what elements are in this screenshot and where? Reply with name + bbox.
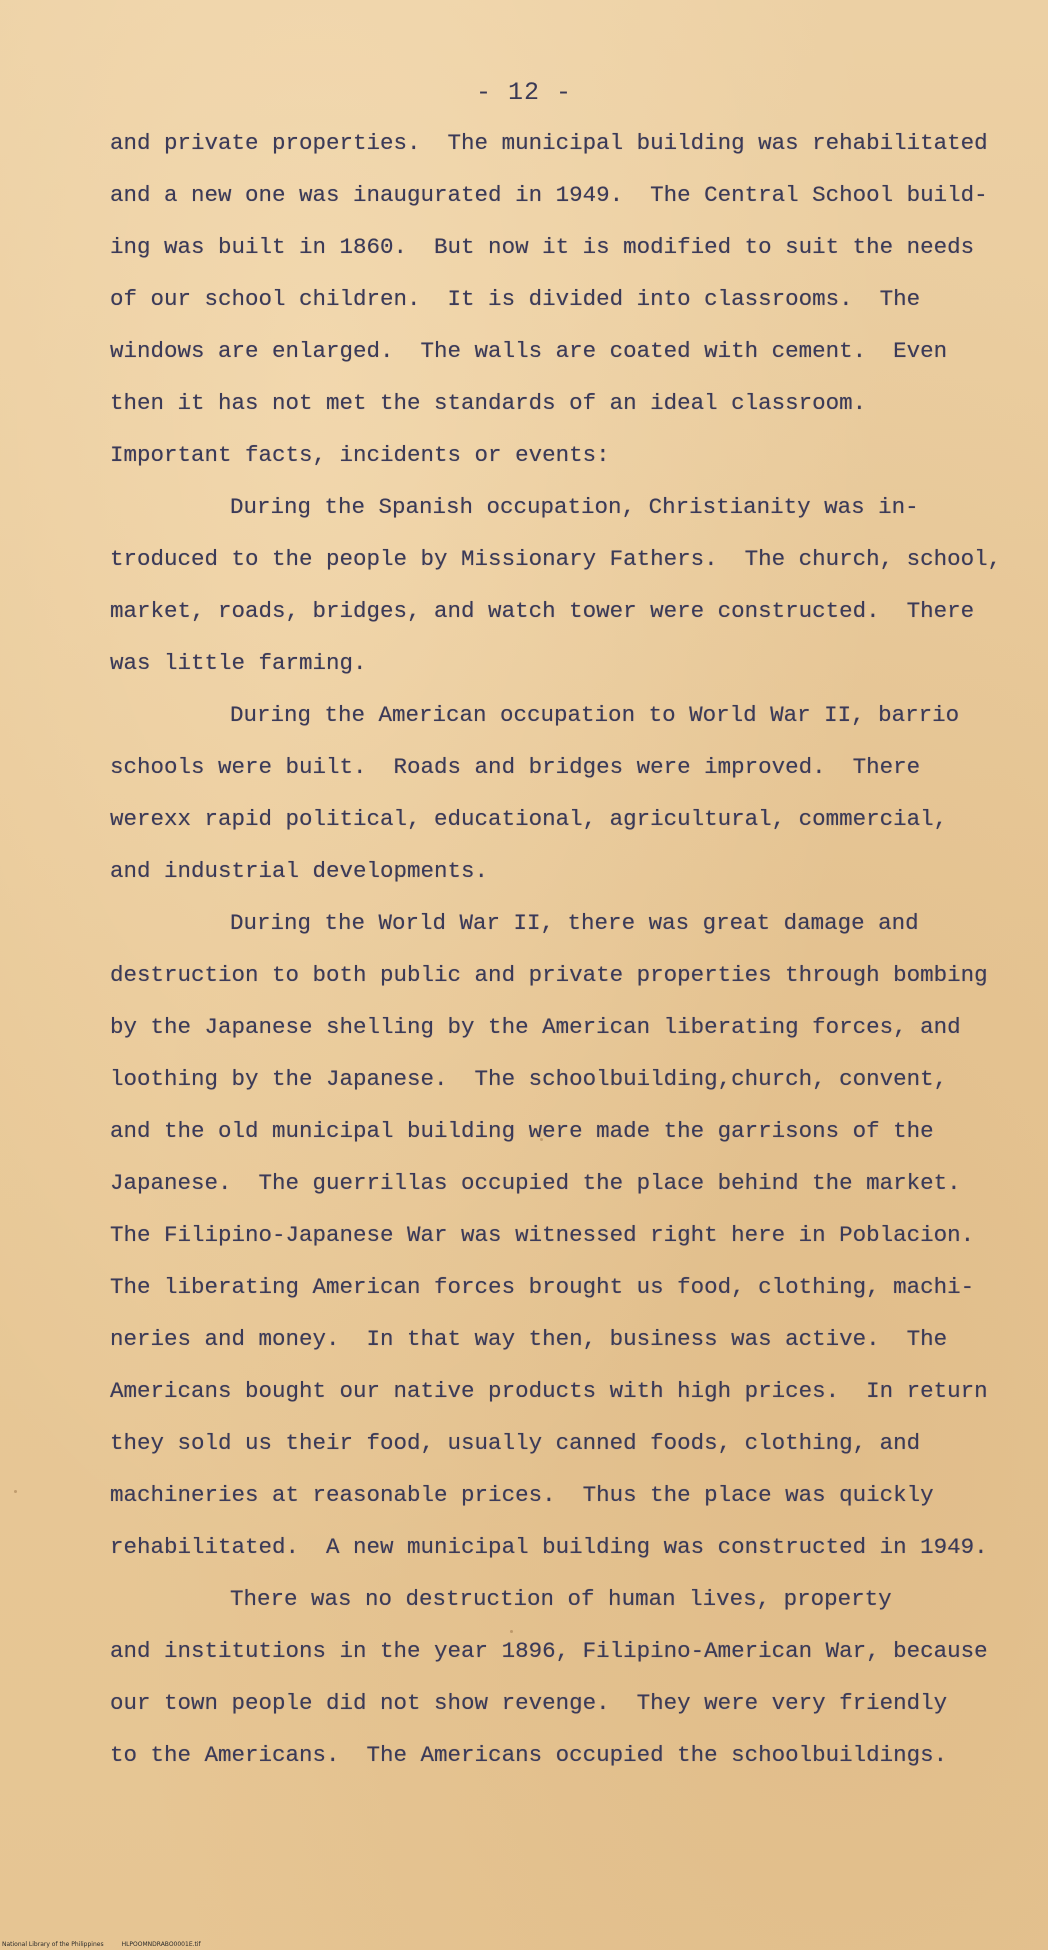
text-line: ing was built in 1860. But now it is modified to suit the needs: [110, 234, 975, 260]
text-line: and institutions in the year 1896, Filipino-American War, because: [110, 1638, 988, 1664]
text-line: rehabilitated. A new municipal building was constructed in 1949.: [110, 1534, 988, 1560]
text-line: to the Americans. The Americans occupied the schoolbuildings.: [110, 1742, 948, 1768]
text-line: Important facts, incidents or events:: [110, 442, 610, 468]
text-line: werexx rapid political, educational, agricultural, commercial,: [110, 806, 948, 832]
text-line: was little farming.: [110, 650, 367, 676]
text-line: they sold us their food, usually canned foods, clothing, and: [110, 1430, 921, 1456]
text-line: market, roads, bridges, and watch tower were constructed. There: [110, 598, 975, 624]
paper-stain: [14, 1490, 17, 1493]
text-line: troduced to the people by Missionary Fathers. The church, school,: [110, 546, 1002, 572]
text-line: machineries at reasonable prices. Thus the place was quickly: [110, 1482, 934, 1508]
text-line: and a new one was inaugurated in 1949. The Central School build-: [110, 182, 988, 208]
text-line: then it has not met the standards of an ideal classroom.: [110, 390, 867, 416]
footer-file-id: HLPOOMNDRABO0001E.tif: [121, 1941, 201, 1948]
paper-stain: [510, 1630, 513, 1633]
text-line: schools were built. Roads and bridges were improved. There: [110, 754, 921, 780]
text-line: Japanese. The guerrillas occupied the place behind the market.: [110, 1170, 961, 1196]
text-line: The liberating American forces brought us food, clothing, machi-: [110, 1274, 975, 1300]
text-line: by the Japanese shelling by the American liberating forces, and: [110, 1014, 961, 1040]
paper-stain: [540, 1138, 543, 1141]
page-number: - 12 -: [475, 78, 572, 107]
text-line: During the American occupation to World War II, barrio: [230, 702, 960, 728]
text-line: loothing by the Japanese. The schoolbuilding,church, convent,: [110, 1066, 948, 1092]
text-line: During the World War II, there was great damage and: [230, 910, 919, 936]
text-line: neries and money. In that way then, business was active. The: [110, 1326, 948, 1352]
text-line: Americans bought our native products with high prices. In return: [110, 1378, 988, 1404]
text-line: our town people did not show revenge. They were very friendly: [110, 1690, 948, 1716]
text-line: and private properties. The municipal building was rehabilitated: [110, 130, 988, 156]
text-line: The Filipino-Japanese War was witnessed right here in Poblacion.: [110, 1222, 975, 1248]
text-line: destruction to both public and private properties through bombing: [110, 962, 988, 988]
text-line: During the Spanish occupation, Christianity was in-: [230, 494, 919, 520]
text-line: of our school children. It is divided into classrooms. The: [110, 286, 921, 312]
footer-library: National Library of the Philippines: [2, 1941, 104, 1948]
text-line: There was no destruction of human lives, property: [230, 1586, 892, 1612]
text-line: windows are enlarged. The walls are coated with cement. Even: [110, 338, 948, 364]
body-text: [110, 122, 1002, 1786]
scan-footer: [2, 1941, 201, 1948]
text-line: and the old municipal building were made the garrisons of the: [110, 1118, 934, 1144]
text-line: and industrial developments.: [110, 858, 489, 884]
